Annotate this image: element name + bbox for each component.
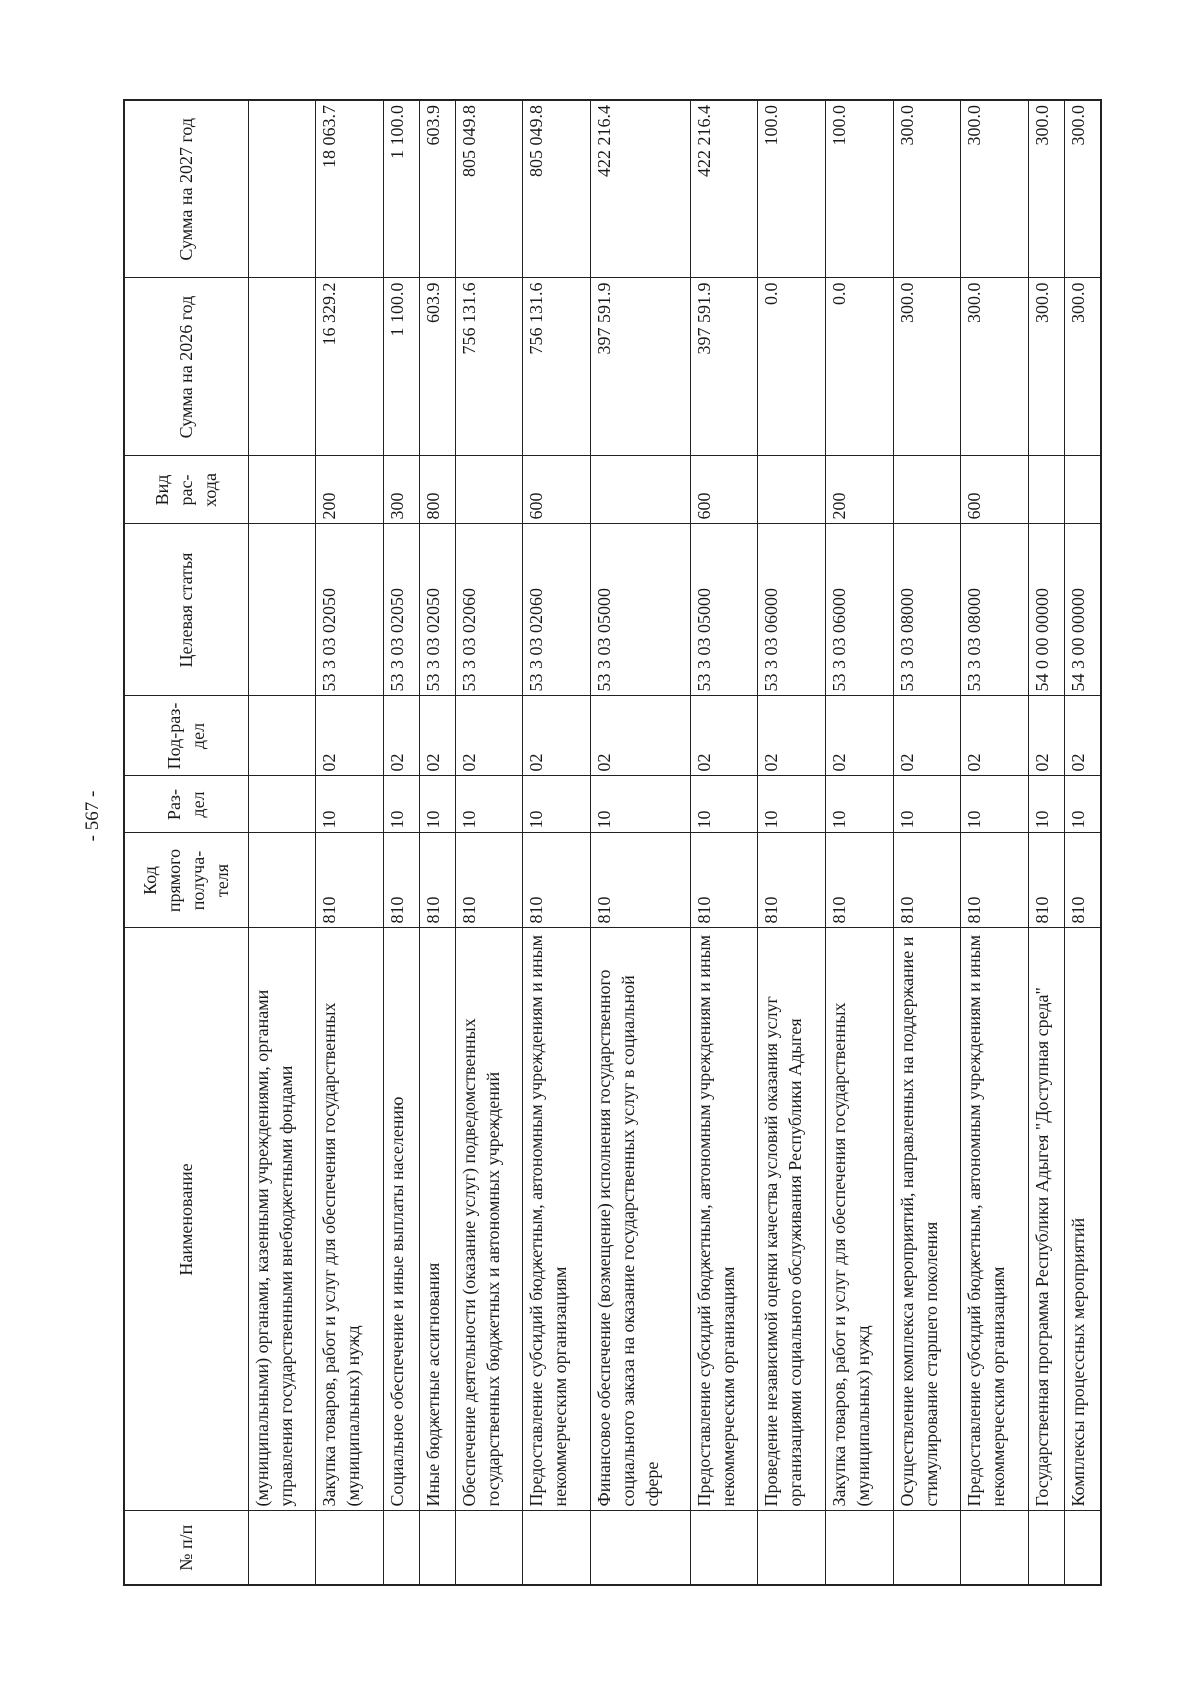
cell-target: 53 3 03 08000	[961, 524, 1029, 696]
cell-section: 10	[383, 776, 419, 833]
cell-sum-2027: 300.0	[1029, 100, 1065, 278]
cell-sum-2026: 0.0	[825, 278, 893, 456]
cell-sum-2027: 100.0	[758, 100, 826, 278]
cell-sum-2027: 603.9	[419, 100, 455, 278]
cell-expense: 600	[690, 456, 758, 524]
cell-name: Финансовое обеспечение (возмещение) исполнения государственного социального заказа на оказание государственных услуг в социальной сфере	[591, 928, 691, 1511]
cell-expense	[248, 456, 316, 524]
cell-expense	[1029, 456, 1065, 524]
cell-sum-2026	[248, 278, 316, 456]
table-row	[383, 100, 419, 1585]
cell-sum-2026: 16 329.2	[316, 278, 384, 456]
cell-target: 54 3 00 00000	[1064, 524, 1101, 696]
cell-sum-2026: 756 131.6	[523, 278, 591, 456]
cell-recipient: 810	[419, 833, 455, 928]
table-row	[455, 100, 523, 1585]
cell-recipient: 810	[893, 833, 961, 928]
cell-subsection	[248, 696, 316, 776]
cell-sum-2027: 300.0	[1064, 100, 1101, 278]
cell-sum-2027: 805 049.8	[523, 100, 591, 278]
cell-expense: 300	[383, 456, 419, 524]
header-sum-2026: Сумма на 2026 год	[124, 278, 248, 456]
cell-recipient: 810	[758, 833, 826, 928]
cell-sum-2027: 805 049.8	[455, 100, 523, 278]
cell-target: 53 3 03 06000	[758, 524, 826, 696]
cell-subsection: 02	[419, 696, 455, 776]
table-row	[316, 100, 384, 1585]
cell-num	[1029, 1511, 1065, 1585]
cell-target: 53 3 03 05000	[591, 524, 691, 696]
cell-sum-2027: 100.0	[825, 100, 893, 278]
cell-sum-2026: 300.0	[893, 278, 961, 456]
cell-target: 53 3 03 02050	[316, 524, 384, 696]
cell-name: Иные бюджетные ассигнования	[419, 928, 455, 1511]
cell-name: (муниципальными) органами, казенными учреждениями, органами управления государственными внебюджетными фондами	[248, 928, 316, 1511]
cell-name: Проведение независимой оценки качества условий оказания услуг организациями социального обслуживания Республики Адыгея	[758, 928, 826, 1511]
cell-sum-2027: 18 063.7	[316, 100, 384, 278]
cell-subsection: 02	[523, 696, 591, 776]
cell-section: 10	[316, 776, 384, 833]
cell-sum-2027: 1 100.0	[383, 100, 419, 278]
cell-target: 53 3 03 02050	[419, 524, 455, 696]
cell-section: 10	[419, 776, 455, 833]
cell-subsection: 02	[316, 696, 384, 776]
cell-num	[1064, 1511, 1101, 1585]
cell-name: Закупка товаров, работ и услуг для обеспечения государственных (муниципальных) нужд	[316, 928, 384, 1511]
cell-num	[825, 1511, 893, 1585]
cell-expense: 800	[419, 456, 455, 524]
cell-sum-2027: 422 216.4	[690, 100, 758, 278]
cell-recipient: 810	[825, 833, 893, 928]
cell-recipient: 810	[1029, 833, 1065, 928]
cell-target: 54 0 00 00000	[1029, 524, 1065, 696]
table-header-row	[124, 100, 248, 1585]
table-row	[690, 100, 758, 1585]
cell-section: 10	[591, 776, 691, 833]
cell-num	[419, 1511, 455, 1585]
cell-recipient: 810	[961, 833, 1029, 928]
cell-num	[690, 1511, 758, 1585]
cell-section: 10	[1029, 776, 1065, 833]
cell-recipient: 810	[690, 833, 758, 928]
table-row	[961, 100, 1029, 1585]
cell-sum-2026: 397 591.9	[690, 278, 758, 456]
cell-name: Закупка товаров, работ и услуг для обеспечения государственных (муниципальных) нужд	[825, 928, 893, 1511]
cell-subsection: 02	[455, 696, 523, 776]
header-num: № п/п	[124, 1511, 248, 1585]
cell-sum-2026: 0.0	[758, 278, 826, 456]
cell-subsection: 02	[758, 696, 826, 776]
cell-subsection: 02	[690, 696, 758, 776]
cell-expense: 600	[523, 456, 591, 524]
cell-name: Предоставление субсидий бюджетным, автономным учреждениям и иным некоммерческим организациям	[523, 928, 591, 1511]
cell-section	[248, 776, 316, 833]
table-row	[758, 100, 826, 1585]
cell-subsection: 02	[591, 696, 691, 776]
cell-sum-2026: 300.0	[1029, 278, 1065, 456]
cell-section: 10	[825, 776, 893, 833]
cell-num	[455, 1511, 523, 1585]
cell-expense: 600	[961, 456, 1029, 524]
cell-name: Государственная программа Республики Адыгея "Доступная среда"	[1029, 928, 1065, 1511]
cell-subsection: 02	[383, 696, 419, 776]
budget-table	[123, 99, 1102, 1586]
cell-sum-2026: 603.9	[419, 278, 455, 456]
table-row	[419, 100, 455, 1585]
cell-subsection: 02	[1064, 696, 1101, 776]
header-sum-2027: Сумма на 2027 год	[124, 100, 248, 278]
cell-section: 10	[455, 776, 523, 833]
cell-recipient: 810	[383, 833, 419, 928]
cell-num	[523, 1511, 591, 1585]
cell-target: 53 3 03 06000	[825, 524, 893, 696]
cell-section: 10	[523, 776, 591, 833]
cell-subsection: 02	[961, 696, 1029, 776]
cell-num	[316, 1511, 384, 1585]
cell-num	[383, 1511, 419, 1585]
cell-expense	[758, 456, 826, 524]
cell-expense	[455, 456, 523, 524]
cell-recipient: 810	[523, 833, 591, 928]
cell-name: Обеспечение деятельности (оказание услуг) подведомственных государственных бюджетных и автономных учреждений	[455, 928, 523, 1511]
cell-sum-2026: 756 131.6	[455, 278, 523, 456]
cell-target: 53 3 03 05000	[690, 524, 758, 696]
cell-section: 10	[690, 776, 758, 833]
cell-recipient	[248, 833, 316, 928]
cell-recipient: 810	[1064, 833, 1101, 928]
cell-target	[248, 524, 316, 696]
cell-recipient: 810	[455, 833, 523, 928]
header-name: Наименование	[124, 928, 248, 1511]
cell-num	[591, 1511, 691, 1585]
cell-section: 10	[893, 776, 961, 833]
cell-sum-2027: 300.0	[893, 100, 961, 278]
header-section: Раз-дел	[124, 776, 248, 833]
cell-sum-2027: 300.0	[961, 100, 1029, 278]
page-number: - 567 -	[82, 790, 103, 842]
cell-expense	[1064, 456, 1101, 524]
cell-sum-2027	[248, 100, 316, 278]
cell-target: 53 3 03 02050	[383, 524, 419, 696]
cell-subsection: 02	[825, 696, 893, 776]
cell-expense	[591, 456, 691, 524]
cell-section: 10	[961, 776, 1029, 833]
cell-target: 53 3 03 02060	[455, 524, 523, 696]
cell-sum-2027: 422 216.4	[591, 100, 691, 278]
cell-name: Осуществление комплекса мероприятий, направленных на поддержание и стимулирование старшего поколения	[893, 928, 961, 1511]
header-recipient: Код прямого получа-теля	[124, 833, 248, 928]
header-expense: Вид рас-хода	[124, 456, 248, 524]
table-container	[123, 101, 1102, 1586]
table-row	[1064, 100, 1101, 1585]
cell-num	[248, 1511, 316, 1585]
cell-num	[961, 1511, 1029, 1585]
cell-name: Предоставление субсидий бюджетным, автономным учреждениям и иным некоммерческим организациям	[961, 928, 1029, 1511]
header-subsection: Под-раз-дел	[124, 696, 248, 776]
table-row	[248, 100, 316, 1585]
table-row	[893, 100, 961, 1585]
cell-subsection: 02	[893, 696, 961, 776]
table-row	[523, 100, 591, 1585]
cell-num	[758, 1511, 826, 1585]
cell-sum-2026: 300.0	[961, 278, 1029, 456]
cell-name: Предоставление субсидий бюджетным, автономным учреждениям и иным некоммерческим организациям	[690, 928, 758, 1511]
cell-sum-2026: 1 100.0	[383, 278, 419, 456]
cell-target: 53 3 03 08000	[893, 524, 961, 696]
cell-recipient: 810	[316, 833, 384, 928]
cell-recipient: 810	[591, 833, 691, 928]
cell-name: Комплексы процессных мероприятий	[1064, 928, 1101, 1511]
cell-sum-2026: 397 591.9	[591, 278, 691, 456]
cell-section: 10	[1064, 776, 1101, 833]
cell-num	[893, 1511, 961, 1585]
table-row	[1029, 100, 1065, 1585]
cell-name: Социальное обеспечение и иные выплаты населению	[383, 928, 419, 1511]
cell-expense: 200	[825, 456, 893, 524]
header-target: Целевая статья	[124, 524, 248, 696]
cell-target: 53 3 03 02060	[523, 524, 591, 696]
cell-sum-2026: 300.0	[1064, 278, 1101, 456]
cell-subsection: 02	[1029, 696, 1065, 776]
cell-section: 10	[758, 776, 826, 833]
table-row	[591, 100, 691, 1585]
cell-expense	[893, 456, 961, 524]
cell-expense: 200	[316, 456, 384, 524]
table-row	[825, 100, 893, 1585]
